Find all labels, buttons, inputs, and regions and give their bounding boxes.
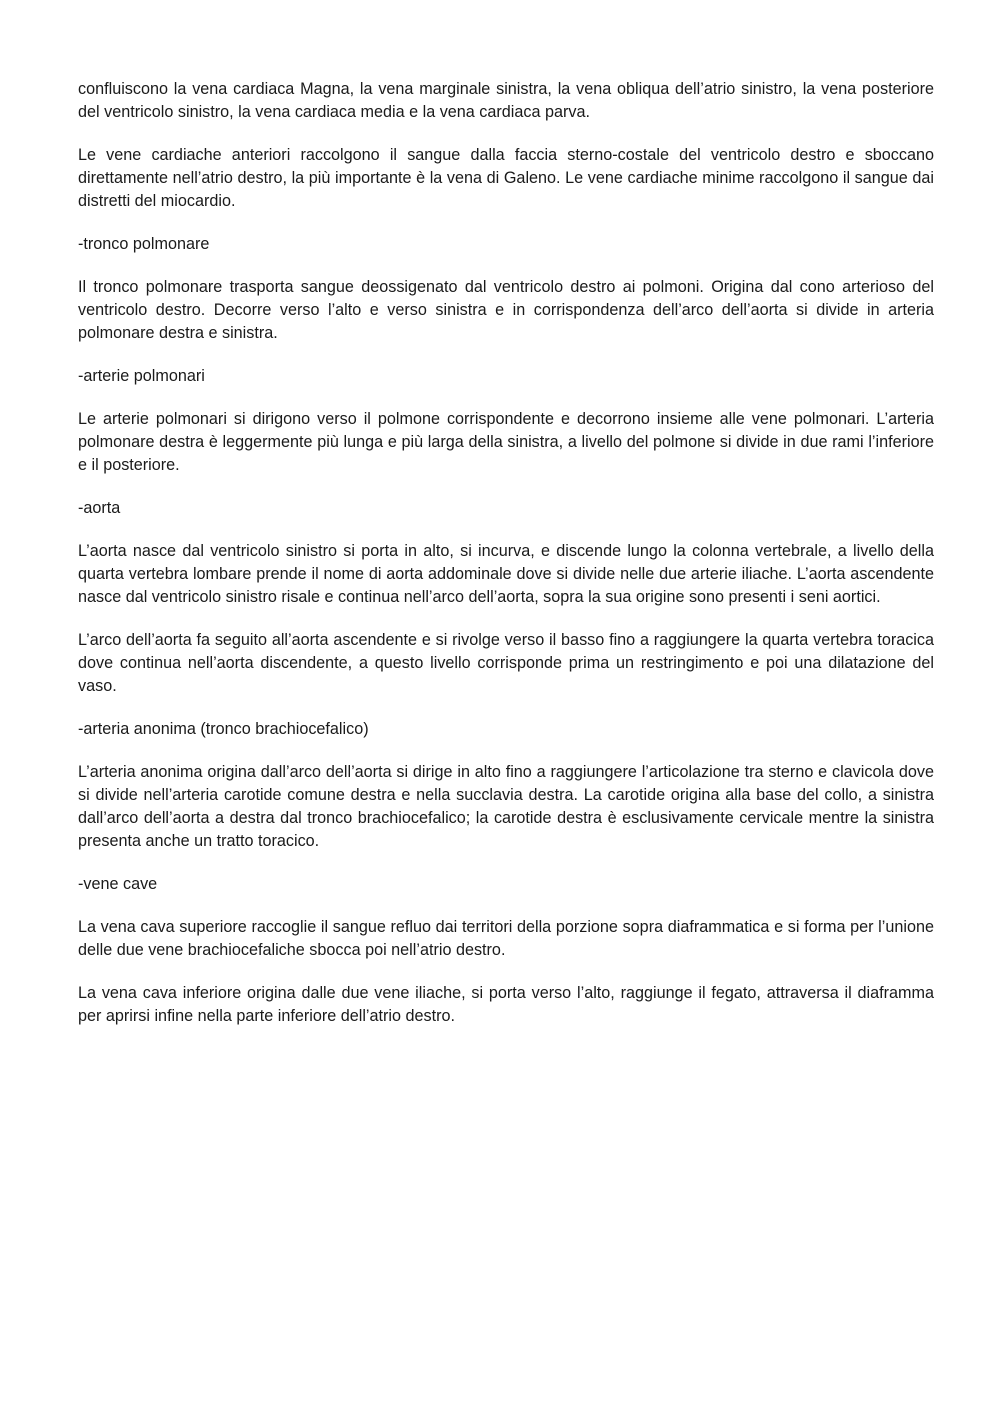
document-page bbox=[78, 78, 934, 1048]
heading-tronco-polmonare: -tronco polmonare bbox=[78, 235, 210, 253]
paragraph-arterie-polmonari: Le arterie polmonari si dirigono verso il polmone corrispondente e decorrono insieme alle vene polmonari. L’arteria polmonare destra è leggermente più lunga e più larga della sinistra, a livello del polmone si divide in due rami l’inferiore e il posteriore. bbox=[78, 410, 934, 474]
paragraph-coronary-veins-end: confluiscono la vena cardiaca Magna, la vena marginale sinistra, la vena obliqua dell’atrio sinistro, la vena posteriore del ventricolo sinistro, la vena cardiaca media e la vena cardiaca parva. bbox=[78, 80, 934, 121]
paragraph-anterior-cardiac-veins: Le vene cardiache anteriori raccolgono il sangue dalla faccia sterno-costale del ventricolo destro e sboccano direttamente nell’atrio destro, la più importante è la vena di Galeno. Le vene cardiache minime raccolgono il sangue dai distretti del miocardio. bbox=[78, 146, 934, 210]
paragraph-vena-cava-inferiore: La vena cava inferiore origina dalle due vene iliache, si porta verso l’alto, raggiunge il fegato, attraversa il diaframma per aprirsi infine nella parte inferiore dell’atrio destro. bbox=[78, 984, 934, 1025]
paragraph-vena-cava-superiore: La vena cava superiore raccoglie il sangue refluo dai territori della porzione sopra diaframmatica e si forma per l’unione delle due vene brachiocefaliche sbocca poi nell’atrio destro. bbox=[78, 918, 934, 959]
paragraph-aorta: L’aorta nasce dal ventricolo sinistro si porta in alto, si incurva, e discende lungo la colonna vertebrale, a livello della quarta vertebra lombare prende il nome di aorta addominale dove si divide nelle due arterie iliache. L’aorta ascendente nasce dal ventricolo sinistro risale e continua nell’arco dell’aorta, sopra la sua origine sono presenti i seni aortici. bbox=[78, 542, 934, 606]
heading-arterie-polmonari: -arterie polmonari bbox=[78, 367, 205, 385]
paragraph-tronco-polmonare: Il tronco polmonare trasporta sangue deossigenato dal ventricolo destro ai polmoni. Origina dal cono arterioso del ventricolo destro. Decorre verso l’alto e verso sinistra e in corrispondenza dell’arco dell’aorta si divide in arteria polmonare destra e sinistra. bbox=[78, 278, 934, 342]
heading-arteria-anonima: -arteria anonima (tronco brachiocefalico) bbox=[78, 720, 369, 738]
paragraph-arteria-anonima: L’arteria anonima origina dall’arco dell’aorta si dirige in alto fino a raggiungere l’articolazione tra sterno e clavicola dove si divide nell’arteria carotide comune destra e nella succlavia destra. La carotide origina alla base del collo, a sinistra dall’arco dell’aorta a destra dal tronco brachiocefalico; la carotide destra è esclusivamente cervicale mentre la sinistra presenta anche un tratto toracico. bbox=[78, 763, 934, 850]
paragraph-arco-aorta: L’arco dell’aorta fa seguito all’aorta ascendente e si rivolge verso il basso fino a raggiungere la quarta vertebra toracica dove continua nell’aorta discendente, a questo livello corrisponde prima un restringimento e poi una dilatazione del vaso. bbox=[78, 631, 934, 695]
heading-vene-cave: -vene cave bbox=[78, 875, 158, 893]
heading-aorta: -aorta bbox=[78, 499, 121, 517]
